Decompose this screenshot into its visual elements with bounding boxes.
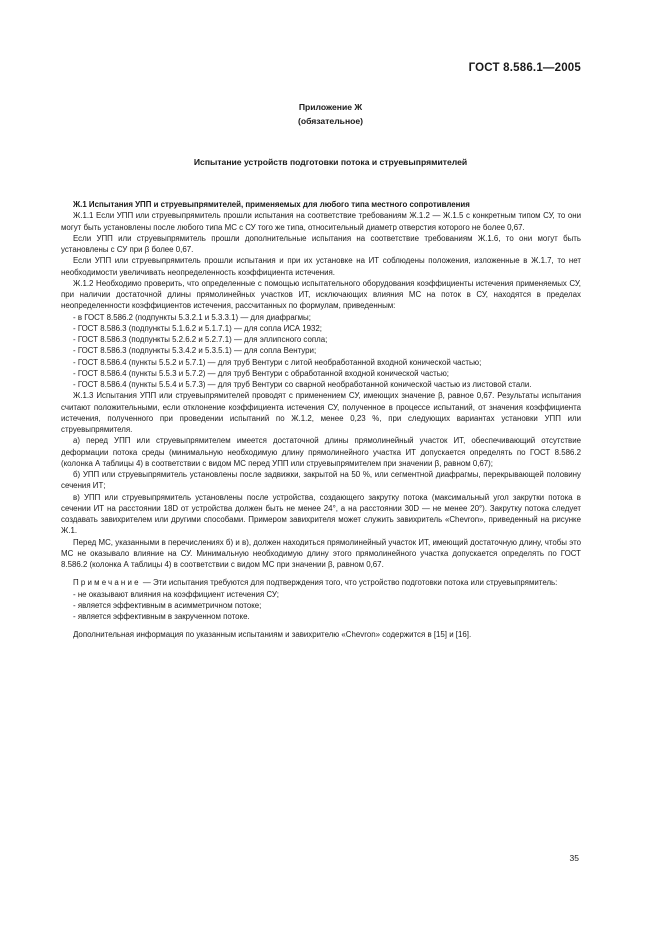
paragraph-zh-1-1-ruled: Если УПП или струевыпрямитель прошли испытания и при их установке на ИТ соблюдены положения, изложенные в Ж.1.7, то нет необходимости увеличивать неопределенность коэффициента истечения.: [61, 256, 581, 277]
paragraph-straight-section: Перед МС, указанными в перечислениях б) и в), должен находиться прямолинейный участок ИТ, имеющий достаточную длину, чтобы это МС не оказывало влияние на СУ. Минимальную необходимую длину этого прямолинейного участка допускается определять по ГОСТ 8.586.2 (колонка А таблицы 4) в соответствии с видом МС при значении β, равном 0,67.: [61, 537, 581, 569]
appendix-label: Приложение Ж: [298, 102, 363, 112]
list-item: - не оказывают влияния на коэффициент истечения СУ;: [73, 589, 279, 599]
standards-list: [61, 312, 581, 391]
list-item: - ГОСТ 8.586.4 (пункты 5.5.3 и 5.7.2) — для труб Вентури с обработанной входной конической частью;: [73, 368, 449, 378]
section-heading: Ж.1 Испытания УПП и струевыпрямителей, применяемых для любого типа местного сопротивления: [73, 200, 470, 209]
paragraph-zh-1-1-beta: Если УПП или струевыпрямитель прошли дополнительные испытания на соответствие требованиям Ж.1.6, то они могут быть установлены с СУ при β более 0,67.: [61, 233, 581, 254]
item-v: в) УПП или струевыпрямитель установлены после устройства, создающего закрутку потока (максимальный угол закрутки потока в сечении ИТ на расстоянии 18D от устройства должен быть не менее 24°, а на расстоянии 30D — не менее 20°). Закрутку потока следует создавать завихрителем или другими способами. Примером завихрителя может служить завихритель «Chevron», приведенный на рисунке Ж.1.: [61, 492, 581, 536]
list-item: - является эффективным в асимметричном потоке;: [73, 600, 262, 610]
page-title: Испытание устройств подготовки потока и струевыпрямителей: [193, 157, 468, 167]
note-list: [61, 589, 581, 623]
appendix-heading: [0, 100, 661, 128]
paragraph-zh-1-1: Ж.1.1 Если УПП или струевыпрямитель прошли испытания на соответствие требованиям Ж.1.2 — Ж.1.5 с конкретным типом СУ, то они могут быть установлены после любого типа МС с СУ того же типа, относительный диаметр отверстия которого не более 0,67.: [61, 211, 581, 232]
paragraph-zh-1-2: Ж.1.2 Необходимо проверить, что определенные с помощью испытательного оборудования коэффициенты истечения применяемых СУ, при наличии достаточной длины прямолинейных участков ИТ, исключающих влияния МС на поток в СУ, находятся в пределах неопределенности коэффициентов истечения, рассчитанных по формулам, приведенным:: [61, 278, 581, 311]
additional-info: Дополнительная информация по указанным испытаниям и завихрителю «Chevron» содержится в [15] и [16].: [73, 630, 472, 640]
list-item: - ГОСТ 8.586.4 (пункты 5.5.2 и 5.7.1) — для труб Вентури с литой необработанной входной конической частью;: [73, 357, 482, 367]
list-item: - в ГОСТ 8.586.2 (подпункты 5.3.2.1 и 5.3.3.1) — для диафрагмы;: [73, 312, 311, 322]
note-text: — Эти испытания требуются для подтверждения того, что устройство подготовки потока или струевыпрямитель:: [140, 578, 558, 588]
paragraph-zh-1-3: Ж.1.3 Испытания УПП или струевыпрямителей проводят с применением СУ, имеющих значение β, равное 0,67. Результаты испытания считают положительными, если отклонение коэффициента истечения СУ, полученное в процессе испытаний, от значения коэффициента истечения, полученного при проведении испытаний по Ж.1.2, менее 0,23 %, при следующих вариантах установки УПП или струевыпрямителя.: [61, 391, 581, 434]
note: [61, 577, 581, 588]
item-b: б) УПП или струевыпрямитель установлены после задвижки, закрытой на 50 %, или сегментной диафрагмы, перекрывающей половину сечения ИТ;: [61, 470, 581, 491]
page-number: 35: [569, 853, 579, 863]
list-item: - ГОСТ 8.586.4 (пункты 5.5.4 и 5.7.3) — для труб Вентури со сварной необработанной конической частью из листовой стали.: [73, 380, 532, 389]
appendix-status: (обязательное): [297, 116, 364, 126]
list-item: - ГОСТ 8.586.3 (подпункты 5.3.4.2 и 5.3.5.1) — для сопла Вентури;: [73, 346, 317, 356]
list-item: - является эффективным в закрученном потоке.: [73, 612, 250, 621]
list-item: - ГОСТ 8.586.3 (подпункты 5.2.6.2 и 5.2.7.1) — для эллипсного сопла;: [73, 335, 328, 344]
list-item: - ГОСТ 8.586.3 (подпункты 5.1.6.2 и 5.1.7.1) — для сопла ИСА 1932;: [73, 323, 322, 333]
standard-id: ГОСТ 8.586.1—2005: [468, 62, 581, 74]
item-a: а) перед УПП или струевыпрямителем имеется достаточной длины прямолинейный участок ИТ, обеспечивающий отсутствие деформации потока среды (минимальную необходимую длину прямолинейного участка ИТ допускается определять по ГОСТ 8.586.2 (колонка А таблицы 4) в соответствии с видом МС перед УПП или струевыпрямителем при значении β, равном 0,67);: [61, 436, 581, 468]
note-label: Примечание: [73, 578, 141, 588]
document-body: [61, 199, 581, 641]
